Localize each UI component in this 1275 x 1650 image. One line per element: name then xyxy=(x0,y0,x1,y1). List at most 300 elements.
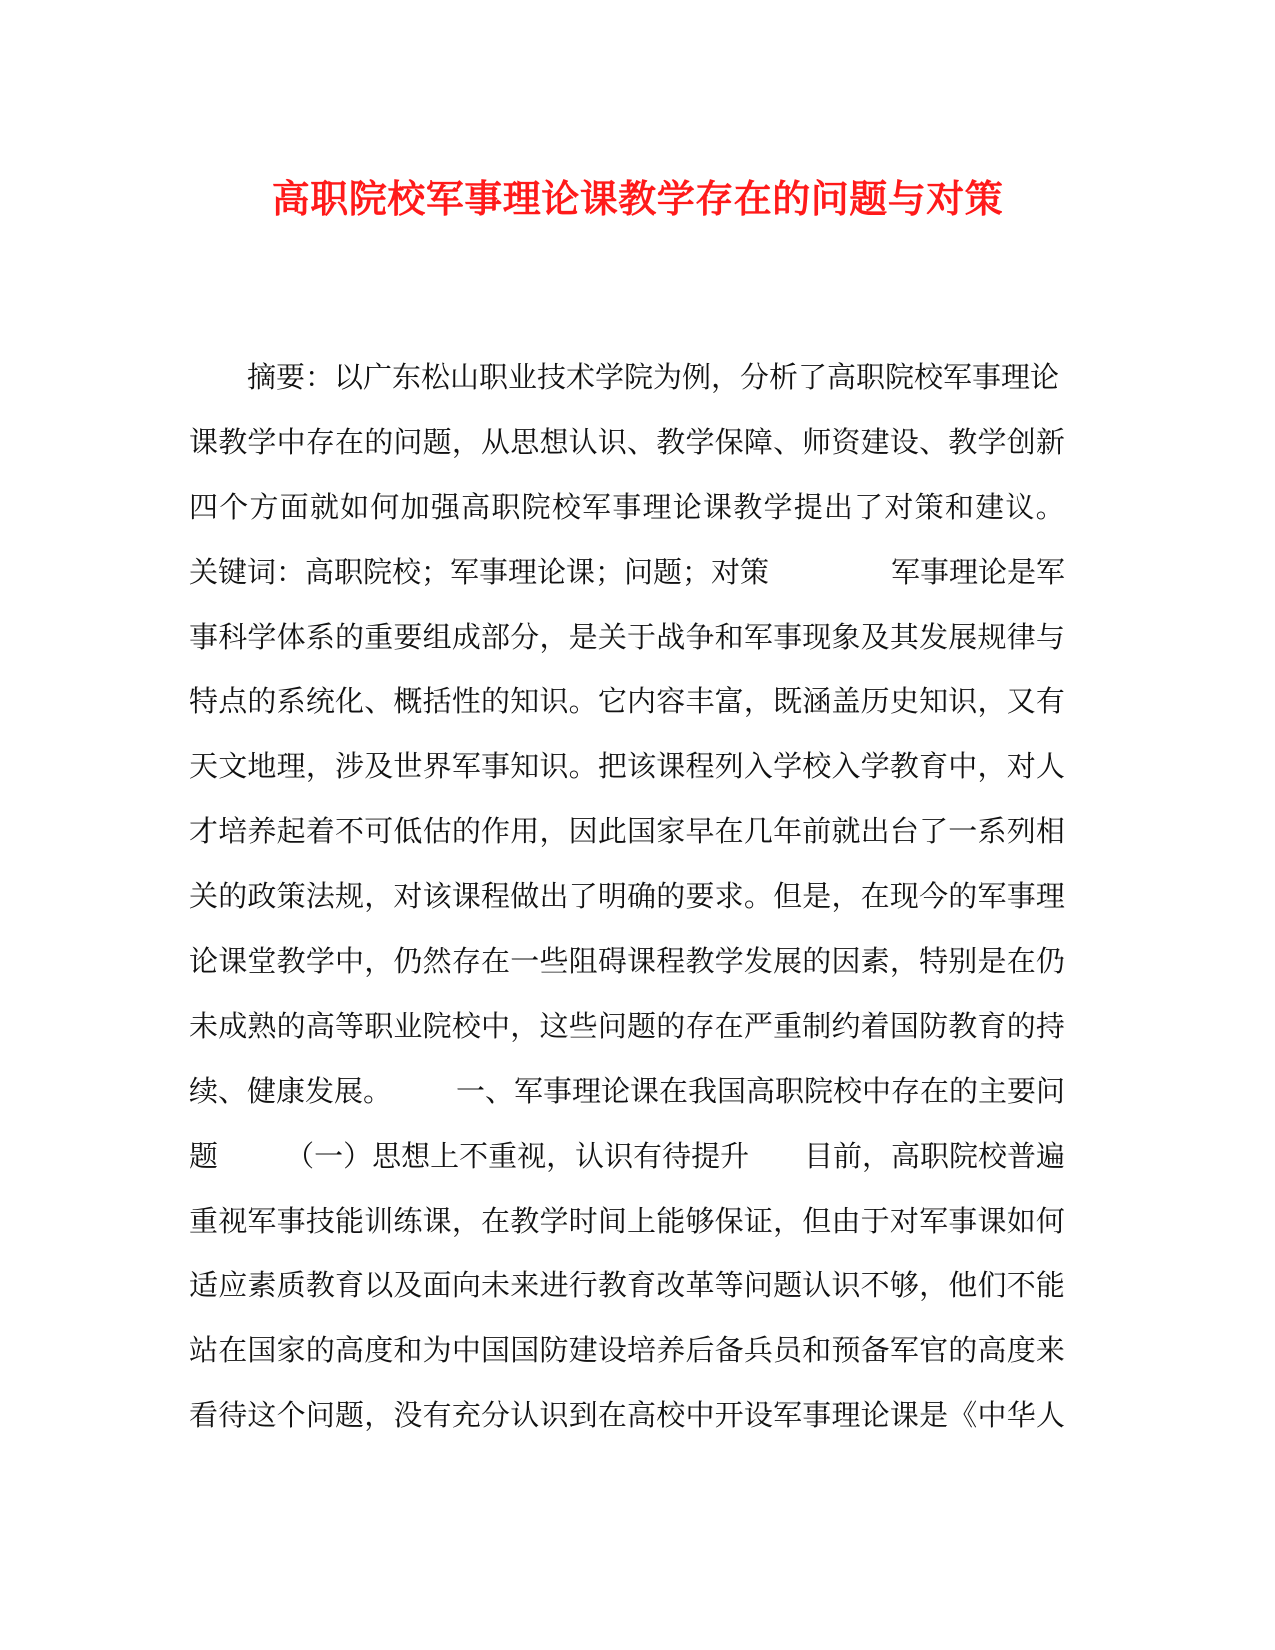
text-char: 以 xyxy=(364,1268,394,1303)
text-char: ， xyxy=(977,749,1007,784)
text-char: 上 xyxy=(627,1203,657,1238)
text-char: 列 xyxy=(714,749,744,784)
paragraph-start: 军事理论是军 xyxy=(890,554,1065,589)
text-char: 明 xyxy=(597,879,627,914)
text-char: 在 xyxy=(481,944,511,979)
text-char: 。 xyxy=(568,749,598,784)
text-char: 的 xyxy=(481,684,511,719)
text-char: 想 xyxy=(539,424,569,459)
text-char: 高 xyxy=(627,1398,657,1433)
text-char: 题 xyxy=(627,1008,657,1043)
text-char: 的 xyxy=(335,619,365,654)
text-char: 系 xyxy=(276,684,306,719)
text-char: 历 xyxy=(860,684,890,719)
text-char: 仍 xyxy=(393,944,423,979)
text-char: 国 xyxy=(889,1008,919,1043)
text-char: 的 xyxy=(948,1333,978,1368)
text-char: 国 xyxy=(510,1333,540,1368)
text-char: 课 xyxy=(451,879,481,914)
text-char: 涉 xyxy=(335,749,365,784)
text-char: 院 xyxy=(422,1008,452,1043)
text-char: 着 xyxy=(305,814,335,849)
text-char: 事 xyxy=(189,619,219,654)
text-char: 天 xyxy=(189,749,219,784)
text-char: 和 xyxy=(714,619,744,654)
text-char: 早 xyxy=(685,814,715,849)
text-char: 间 xyxy=(597,1203,627,1238)
text-char: 在 xyxy=(1006,944,1036,979)
text-char: 高 xyxy=(977,1333,1007,1368)
text-char: 备 xyxy=(714,1333,744,1368)
text-char: 出 xyxy=(539,879,569,914)
text-char: 建 xyxy=(568,1333,598,1368)
text-char: 括 xyxy=(422,684,452,719)
text-char: 知 xyxy=(919,684,949,719)
text-char: 国 xyxy=(627,814,657,849)
text-char: 《 xyxy=(948,1398,978,1433)
text-char: 但 xyxy=(802,1203,832,1238)
text-char: 着 xyxy=(860,1008,890,1043)
text-char: 策 xyxy=(914,489,944,524)
text-char: 和 xyxy=(944,489,974,524)
text-char: 。 xyxy=(1035,489,1065,524)
text-char: 题 xyxy=(422,424,452,459)
text-char: 知 xyxy=(510,749,540,784)
text-char: 就 xyxy=(309,489,339,524)
text-char: 了 xyxy=(568,879,598,914)
text-char: ， xyxy=(451,424,481,459)
text-char: 个 xyxy=(219,489,249,524)
text-char: 何 xyxy=(1035,1203,1065,1238)
text-char: 展 xyxy=(948,619,978,654)
text-char: 练 xyxy=(393,1203,423,1238)
text-char: 问 xyxy=(305,1398,335,1433)
text-char: 约 xyxy=(831,1008,861,1043)
text-char: 四 xyxy=(189,489,219,524)
text-char: 的 xyxy=(364,424,394,459)
text-char: 军 xyxy=(889,1333,919,1368)
text-char: 分 xyxy=(510,619,540,654)
text-char: 教 xyxy=(656,424,686,459)
text-char: 提 xyxy=(793,489,823,524)
text-char: 国 xyxy=(247,1333,277,1368)
text-char: 关 xyxy=(189,879,219,914)
text-char: 程 xyxy=(481,879,511,914)
text-char: 学 xyxy=(247,619,277,654)
text-char: ， xyxy=(743,684,773,719)
text-char: 统 xyxy=(305,684,335,719)
text-char: 军 xyxy=(582,489,612,524)
text-char: 学 xyxy=(247,424,277,459)
text-char: 革 xyxy=(685,1268,715,1303)
text-char: 。 xyxy=(743,879,773,914)
text-char: 军 xyxy=(743,619,773,654)
text-char: 部 xyxy=(481,619,511,654)
text-char: 在 xyxy=(335,424,365,459)
text-char: 低 xyxy=(393,814,423,849)
text-char: 可 xyxy=(364,814,394,849)
text-char: 组 xyxy=(422,619,452,654)
text-char: 待 xyxy=(218,1398,248,1433)
text-line xyxy=(189,475,1065,540)
text-char: 它 xyxy=(597,684,627,719)
text-char: 如 xyxy=(340,489,370,524)
text-line xyxy=(189,345,1065,410)
text-char: 人 xyxy=(1035,749,1065,784)
text-char: 涵 xyxy=(802,684,832,719)
text-line xyxy=(189,864,1065,929)
text-char: ， xyxy=(364,879,394,914)
text-char: 别 xyxy=(948,944,978,979)
text-char: 不 xyxy=(860,1268,890,1303)
text-char: 富 xyxy=(714,684,744,719)
text-char: 课 xyxy=(422,1203,452,1238)
text-char: 世 xyxy=(393,749,423,784)
text-char: 内 xyxy=(627,684,657,719)
text-char: 是 xyxy=(977,944,1007,979)
text-char: 高 xyxy=(335,1333,365,1368)
text-char: 的 xyxy=(218,879,248,914)
text-char: 在 xyxy=(218,1333,248,1368)
text-char: 教 xyxy=(276,944,306,979)
text-char: 不 xyxy=(1006,1268,1036,1303)
text-char: 在 xyxy=(481,1203,511,1238)
text-line xyxy=(189,1383,1065,1448)
text-char: 度 xyxy=(1006,1333,1036,1368)
text-char: 存 xyxy=(685,1008,715,1043)
text-char: 教 xyxy=(685,944,715,979)
text-char: 兵 xyxy=(743,1333,773,1368)
text-char: 盖 xyxy=(831,684,861,719)
text-char: 几 xyxy=(743,814,773,849)
text-char: 关 xyxy=(597,619,627,654)
text-char: 院 xyxy=(521,489,551,524)
text-char: 今 xyxy=(919,879,949,914)
text-char: 容 xyxy=(656,684,686,719)
text-char: ， xyxy=(510,1008,540,1043)
text-char: 、 xyxy=(919,424,949,459)
text-char: 及 xyxy=(393,1268,423,1303)
text-char: 重 xyxy=(189,1203,219,1238)
text-char: 识 xyxy=(948,684,978,719)
text-char: 点 xyxy=(218,684,248,719)
text-char: 何 xyxy=(370,489,400,524)
text-char: 发 xyxy=(743,944,773,979)
text-char: 够 xyxy=(889,1268,919,1303)
text-char: 他 xyxy=(948,1268,978,1303)
text-char: 能 xyxy=(656,1203,686,1238)
text-char: 、 xyxy=(364,684,394,719)
text-char: 职 xyxy=(364,1008,394,1043)
text-char: 、 xyxy=(627,424,657,459)
text-char: 能 xyxy=(1035,1268,1065,1303)
text-char: 年 xyxy=(773,814,803,849)
text-char: 度 xyxy=(364,1333,394,1368)
text-char: ， xyxy=(919,1268,949,1303)
text-char: 保 xyxy=(714,424,744,459)
text-char: 到 xyxy=(568,1398,598,1433)
text-char: 教 xyxy=(218,424,248,459)
text-char: 估 xyxy=(422,814,452,849)
text-char: 课 xyxy=(189,424,219,459)
text-char: 体 xyxy=(276,619,306,654)
text-char: 家 xyxy=(276,1333,306,1368)
text-char: 及 xyxy=(860,619,890,654)
text-char: 现 xyxy=(802,619,832,654)
text-char: 制 xyxy=(802,1008,832,1043)
text-char: 军 xyxy=(247,1203,277,1238)
text-char: 建 xyxy=(975,489,1005,524)
text-char: 官 xyxy=(919,1333,949,1368)
text-char: 对 xyxy=(1006,749,1036,784)
text-char: 个 xyxy=(276,1398,306,1433)
text-char: 业 xyxy=(393,1008,423,1043)
text-char: 训 xyxy=(364,1203,394,1238)
text-char: 列 xyxy=(1006,814,1036,849)
text-char: 学 xyxy=(714,944,744,979)
text-char: 理 xyxy=(276,749,306,784)
text-char: 强 xyxy=(430,489,460,524)
text-char: 军 xyxy=(773,1398,803,1433)
text-char: 育 xyxy=(919,749,949,784)
text-char: 理 xyxy=(1035,879,1065,914)
text-char: 理 xyxy=(831,1398,861,1433)
text-char: 军 xyxy=(977,879,1007,914)
text-char: 台 xyxy=(889,814,919,849)
text-line xyxy=(189,410,1065,475)
text-char: 没 xyxy=(393,1398,423,1433)
text-char: 就 xyxy=(831,814,861,849)
text-char: 方 xyxy=(249,489,279,524)
text-char: 看 xyxy=(189,1398,219,1433)
text-char: 一 xyxy=(510,944,540,979)
text-char: 的 xyxy=(247,684,277,719)
text-line xyxy=(189,540,1065,605)
text-char: 特 xyxy=(919,944,949,979)
text-char: 养 xyxy=(656,1333,686,1368)
text-char: 中 xyxy=(481,1008,511,1043)
text-char: 出 xyxy=(860,814,890,849)
text-char: ， xyxy=(539,814,569,849)
text-char: 们 xyxy=(977,1268,1007,1303)
text-char: 应 xyxy=(218,1268,248,1303)
text-char: 站 xyxy=(189,1333,219,1368)
text-char: 因 xyxy=(831,944,861,979)
text-char: 改 xyxy=(656,1268,686,1303)
text-char: 些 xyxy=(568,1008,598,1043)
text-char: 课 xyxy=(627,944,657,979)
text-char: 教 xyxy=(948,424,978,459)
text-char: 防 xyxy=(539,1333,569,1368)
text-char: 重 xyxy=(773,1008,803,1043)
text-char: ， xyxy=(889,944,919,979)
text-char: 加 xyxy=(400,489,430,524)
text-char: 严 xyxy=(743,1008,773,1043)
text-char: 一 xyxy=(948,814,978,849)
text-char: 程 xyxy=(685,749,715,784)
text-char: 军 xyxy=(451,749,481,784)
section-heading-1: 一、军事理论课在我国高职院校中存在的主要问 xyxy=(455,1073,1065,1108)
text-char: 展 xyxy=(773,944,803,979)
text-char: 国 xyxy=(481,1333,511,1368)
text-char: 事 xyxy=(276,1203,306,1238)
text-char: 堂 xyxy=(247,944,277,979)
text-char: 证 xyxy=(743,1203,773,1238)
text-char: 争 xyxy=(685,619,715,654)
text-char: 律 xyxy=(1006,619,1036,654)
text-char: 入 xyxy=(743,749,773,784)
text-char: 学 xyxy=(539,1203,569,1238)
text-char: 及 xyxy=(364,749,394,784)
text-char: 存 xyxy=(305,424,335,459)
text-char: 又 xyxy=(1006,684,1036,719)
text-char: 要 xyxy=(393,619,423,654)
text-char: 化 xyxy=(335,684,365,719)
text-char: 军 xyxy=(919,1203,949,1238)
text-char: 如 xyxy=(1006,1203,1036,1238)
text-line xyxy=(189,605,1065,670)
text-char: ， xyxy=(831,879,861,914)
text-char: 要 xyxy=(685,879,715,914)
text-char: 建 xyxy=(860,424,890,459)
text-char: 面 xyxy=(279,489,309,524)
text-char: 其 xyxy=(889,619,919,654)
text-char: 为 xyxy=(422,1333,452,1368)
text-char: 教 xyxy=(889,749,919,784)
text-char: 面 xyxy=(422,1268,452,1303)
text-char: 成 xyxy=(451,619,481,654)
text-char: 高 xyxy=(305,1008,335,1043)
text-char: 中 xyxy=(977,1398,1007,1433)
text-char: 认 xyxy=(802,1268,832,1303)
text-char: 设 xyxy=(889,424,919,459)
text-char: 的 xyxy=(276,1008,306,1043)
text-char: 新 xyxy=(1035,424,1065,459)
text-char: 用 xyxy=(510,814,540,849)
text-line xyxy=(189,1059,1065,1124)
text-line xyxy=(189,929,1065,994)
text-char: 教 xyxy=(510,1203,540,1238)
text-char: 教 xyxy=(305,1268,335,1303)
text-char: 的 xyxy=(305,1333,335,1368)
text-char: ， xyxy=(773,1203,803,1238)
text-char: 该 xyxy=(627,749,657,784)
text-char: 的 xyxy=(656,1008,686,1043)
text-char: 来 xyxy=(1035,1333,1065,1368)
section-heading-1-end: 题 xyxy=(189,1138,219,1173)
text-char: 课 xyxy=(977,1203,1007,1238)
text-char: 论 xyxy=(189,944,219,979)
text-char: 政 xyxy=(247,879,277,914)
text-char: 在 xyxy=(714,1008,744,1043)
text-char: 了 xyxy=(854,489,884,524)
text-char: 从 xyxy=(481,424,511,459)
text-char: 问 xyxy=(597,1008,627,1043)
text-char: 中 xyxy=(335,944,365,979)
paragraph-indent xyxy=(189,345,247,410)
text-char: 预 xyxy=(831,1333,861,1368)
text-line xyxy=(189,799,1065,864)
text-char: 分 xyxy=(481,1398,511,1433)
text-char: 后 xyxy=(685,1333,715,1368)
text-char: ， xyxy=(451,1203,481,1238)
text-char: 问 xyxy=(743,1268,773,1303)
text-char: 家 xyxy=(656,814,686,849)
text-char: ， xyxy=(977,684,1007,719)
text-char: 于 xyxy=(627,619,657,654)
text-char: 养 xyxy=(247,814,277,849)
text-char: 未 xyxy=(481,1268,511,1303)
text-char: 设 xyxy=(743,1398,773,1433)
text-char: 校 xyxy=(802,749,832,784)
text-char: 学 xyxy=(305,944,335,979)
text-char: 未 xyxy=(189,1008,219,1043)
text-char: 学 xyxy=(860,749,890,784)
text-char: 与 xyxy=(1035,619,1065,654)
text-char: 存 xyxy=(451,944,481,979)
text-char: 充 xyxy=(451,1398,481,1433)
text-char: 时 xyxy=(568,1203,598,1238)
text-line xyxy=(189,734,1065,799)
text-char: 育 xyxy=(627,1268,657,1303)
text-char: 教 xyxy=(948,1008,978,1043)
document-body xyxy=(189,345,1065,1448)
text-char: 文 xyxy=(218,749,248,784)
text-char: 设 xyxy=(597,1333,627,1368)
text-char: 在 xyxy=(597,1398,627,1433)
text-line xyxy=(189,1124,1065,1189)
text-line xyxy=(189,1318,1065,1383)
text-char: 成 xyxy=(218,1008,248,1043)
text-char: 法 xyxy=(305,879,335,914)
text-char: 做 xyxy=(510,879,540,914)
text-char: 课 xyxy=(218,944,248,979)
text-char: 系 xyxy=(305,619,335,654)
text-char: 等 xyxy=(335,1008,365,1043)
text-char: 这 xyxy=(247,1398,277,1433)
text-char: 中 xyxy=(685,1398,715,1433)
text-line xyxy=(189,994,1065,1059)
text-char: 备 xyxy=(860,1333,890,1368)
text-char: 事 xyxy=(612,489,642,524)
text-char: 能 xyxy=(335,1203,365,1238)
text-char: 认 xyxy=(568,424,598,459)
text-char: 中 xyxy=(948,749,978,784)
text-char: 员 xyxy=(773,1333,803,1368)
text-char: 战 xyxy=(656,619,686,654)
text-char: 识 xyxy=(831,1268,861,1303)
text-char: 教 xyxy=(597,1268,627,1303)
text-char: 识 xyxy=(539,1398,569,1433)
text-char: 中 xyxy=(276,424,306,459)
text-char: 识 xyxy=(539,684,569,719)
text-char: 规 xyxy=(335,879,365,914)
text-char: 和 xyxy=(393,1333,423,1368)
text-char: 议 xyxy=(1005,489,1035,524)
text-char: 职 xyxy=(491,489,521,524)
text-char: 论 xyxy=(672,489,702,524)
text-char: 持 xyxy=(1035,1008,1065,1043)
text-char: 起 xyxy=(276,814,306,849)
text-char: 学 xyxy=(763,489,793,524)
text-char: 课 xyxy=(889,1398,919,1433)
text-char: 现 xyxy=(889,879,919,914)
text-char: 于 xyxy=(860,1203,890,1238)
text-char: 在 xyxy=(714,814,744,849)
text-char: 有 xyxy=(1035,684,1065,719)
text-char: 丰 xyxy=(685,684,715,719)
text-char: 科 xyxy=(218,619,248,654)
